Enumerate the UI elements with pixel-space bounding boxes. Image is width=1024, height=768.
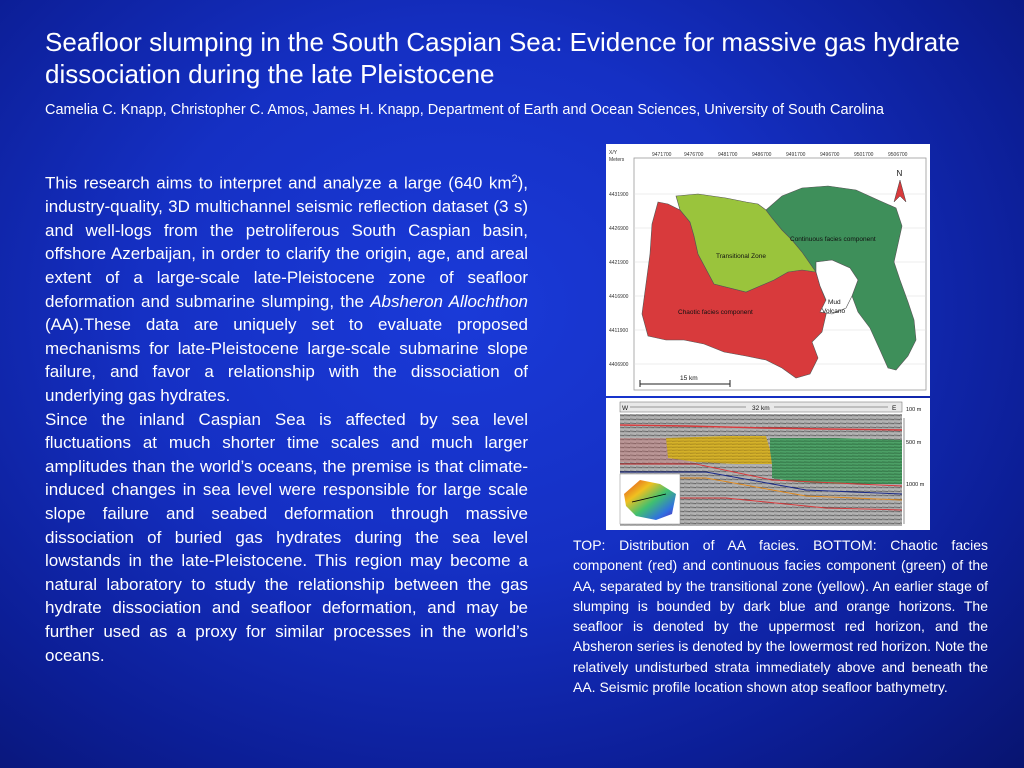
seismic-east-label: E xyxy=(892,405,897,412)
depth-label-100: 100 m xyxy=(906,407,922,413)
y-tick-3: 4421900 xyxy=(609,260,629,266)
p1-italic-term: Absheron Allochthon xyxy=(370,291,528,311)
y-tick-2: 4426900 xyxy=(609,226,629,232)
north-label: N xyxy=(896,169,903,178)
x-tick-4: 9486700 xyxy=(752,152,772,158)
p1-superscript: 2 xyxy=(511,173,518,185)
y-tick-5: 4411900 xyxy=(609,328,629,334)
x-tick-3: 9481700 xyxy=(718,152,738,158)
paragraph-1 xyxy=(45,168,528,408)
x-tick-8: 9506700 xyxy=(888,152,908,158)
x-tick-5: 9491700 xyxy=(786,152,806,158)
map-axis-label-meters: Meters xyxy=(609,157,625,163)
y-tick-1: 4431900 xyxy=(609,192,629,198)
depth-label-500: 500 m xyxy=(906,440,922,446)
p1-text-c: (AA).These data are uniquely set to evaluate proposed mechanisms for late-Pleistocene large-scale submarine slope failure, and favor a relationship with the dissociation of underlying gas hydrates. xyxy=(45,315,528,405)
seismic-profile-figure xyxy=(606,398,930,530)
scale-bar-label: 15 km xyxy=(680,375,698,382)
authors-affiliation: Camelia C. Knapp, Christopher C. Amos, James H. Knapp, Department of Earth and Ocean Sciences, University of South Carolina xyxy=(45,102,884,118)
depth-label-1000: 1000 m xyxy=(906,482,925,488)
chaotic-facies-label: Chaotic facies component xyxy=(678,309,753,316)
seismic-transitional-zone xyxy=(666,436,772,464)
abstract-body xyxy=(45,168,528,667)
figure-caption: TOP: Distribution of AA facies. BOTTOM: Chaotic facies component (red) and continuous facies component (green) of the AA, separated by the transitional zone (yellow). An earlier stage of slumping is bounded by dark blue and orange horizons. The seafloor is denoted by the uppermost red horizon, and the Absheron series is denoted by the lowermost red horizon. Note the relatively undisturbed strata immediately above and beneath the AA. Seismic profile location shown atop seafloor bathymetry. xyxy=(573,537,988,696)
x-tick-2: 9476700 xyxy=(684,152,704,158)
seismic-distance-label: 32 km xyxy=(752,405,770,412)
continuous-facies-label: Continuous facies component xyxy=(790,236,876,243)
map-axis-label-xy: X/Y xyxy=(609,150,618,156)
seismic-continuous-facies xyxy=(770,438,902,484)
poster-title: Seafloor slumping in the South Caspian Sea: Evidence for massive gas hydrate dissociation during the late Pleistocene xyxy=(45,27,960,89)
bathymetry-inset xyxy=(620,474,680,524)
transitional-zone-label: Transitional Zone xyxy=(716,253,766,260)
mud-volcano-label-line2: Volcano xyxy=(822,308,846,315)
y-tick-4: 4416900 xyxy=(609,294,629,300)
p1-text-b: ), industry-quality, 3D multichannel seismic reflection dataset (3 s) and well-logs from the petroliferous South Caspian basin, offshore Azerbaijan, in order to clarify the origin, age, and areal extent of a large-scale late-Pleistocene zone of seafloor deformation and submarine slumping, the xyxy=(45,173,528,311)
x-tick-1: 9471700 xyxy=(652,152,672,158)
x-tick-7: 9501700 xyxy=(854,152,874,158)
y-tick-6: 4406900 xyxy=(609,362,629,368)
paragraph-2: Since the inland Caspian Sea is affected by sea level fluctuations at much shorter time scales and much larger amplitudes than the world’s oceans, the premise is that climate-induced changes in sea level were responsible for large scale slope failure and seabed deformation through massive dissociation of buried gas hydrates during the sea level lowstands in the late-Pleistocene. This region may become a natural laboratory to study the relationship between the gas hydrate dissociation and seafloor deformation, and may be further used as a proxy for similar processes in the world’s oceans. xyxy=(45,409,528,665)
p1-text-a: This research aims to interpret and analyze a large (640 km xyxy=(45,173,512,193)
x-tick-6: 9496700 xyxy=(820,152,840,158)
seismic-west-label: W xyxy=(622,405,629,412)
facies-map-svg xyxy=(606,144,930,396)
facies-map-figure xyxy=(606,144,930,396)
mud-volcano-label-line1: Mud xyxy=(828,299,841,306)
seismic-profile-svg xyxy=(606,398,930,530)
